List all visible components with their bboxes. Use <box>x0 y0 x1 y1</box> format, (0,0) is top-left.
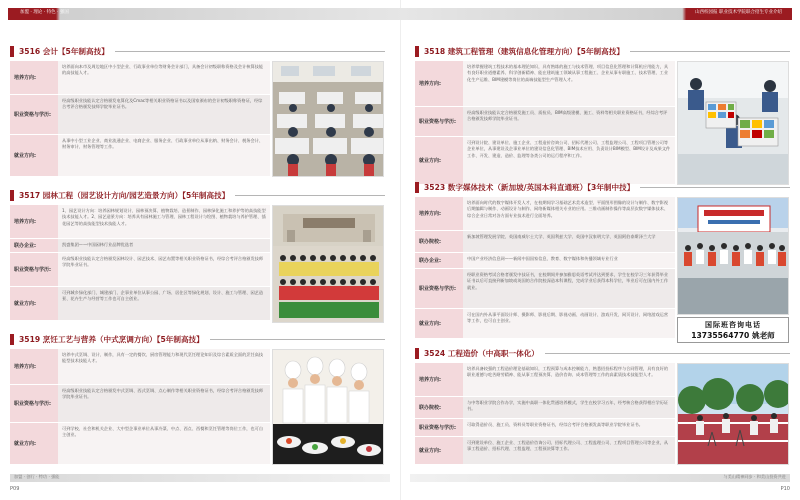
info-table <box>10 205 270 321</box>
section-rule <box>630 51 790 52</box>
section-rule <box>545 353 790 354</box>
section-header <box>10 44 385 59</box>
left-page <box>10 28 385 468</box>
row-value: 可到设计院、建设单位、施工企业、工程造价咨询公司、招标代理公司、工程监理公司、工程项目管理公司等企业单位，从事建设及企事业单位的建设信息化管理、BIM技术应用、负责设计BIM模型、BIM设计及成果文件工作、开发、建造、造价、监理等各类公司的运行程序和工作。 <box>463 137 675 184</box>
section-rule <box>235 195 385 196</box>
row-value: 经高级职业技能认定合格颁发施工员、质检员、BIM高级建模、施工、资料等相关职业资格证书，经综合考评合格颁发技师学院毕业证书。 <box>463 107 675 136</box>
row-value: 可到学校、社会和机关企业、大中型企事业单位从事冷菜、中点、西点、西餐和烹饪管理等岗位工作，也可自主创业。 <box>58 423 270 464</box>
table-row <box>10 61 270 95</box>
table-row <box>10 95 270 135</box>
page-number-left: P09 <box>10 486 20 492</box>
table-row <box>415 437 675 465</box>
section-marker <box>10 190 14 201</box>
chefs-photo <box>272 349 384 465</box>
table-row <box>10 423 270 465</box>
footer-band <box>0 470 800 484</box>
row-key: 职业资格与学历: <box>10 253 58 286</box>
table-row <box>415 197 675 231</box>
table-row <box>415 231 675 253</box>
section-header <box>415 180 790 195</box>
section-title: 3524 工程造价（中高职一体化） <box>424 349 539 358</box>
section-title: 3517 园林工程（园艺设计方向/园艺造景方向）【5年制高技】 <box>19 191 230 200</box>
table-row <box>415 107 675 137</box>
row-value: 1、园艺设计方向：培养园林规划设计、园林预决算、植物栽培、造景制作、园林绿化施工和养护等的高技能型技术技能人才。2、园艺造景方向：培养具有园林施工与管理、园林工程设计与绘图、植物栽培与养护管理、插花园艺等的高技能型技术技能人才。 <box>58 205 270 238</box>
row-value: 培养面向本市及周边地区中小型企业、行政事业单位等财务会计部门，具备会计初级职称资格及会计核算技能的高技能人才。 <box>58 61 270 94</box>
section-3519 <box>10 332 385 467</box>
row-value: 培养面向时代的数字媒体开发人才，在校期间学习基础艺术美术造型、平面图形图像的设计与制作、数字影视后期编辑与制作、动画设计与制作、网络新媒体相关专业的应用。三维动画制作操作等高层次数字媒体技术、综合企业日常对各方面专业技术进行全面培养。 <box>463 197 675 230</box>
table-row <box>415 253 675 269</box>
section-body <box>415 363 790 467</box>
row-value: 培养具备较强的工程造价理论基础知识，工程预算与成本控制能力，熟悉招投标程序与合同管理，具有良好的职业道德与吃苦耐劳精神、能从事工程预决算、造价咨询、成本管理等工作的高素质技术技能型人才。 <box>463 363 675 396</box>
section-title: 3518 建筑工程管理（建筑信息化管理方向）【5年制高技】 <box>424 47 624 56</box>
footer-left <box>10 474 390 482</box>
section-body <box>415 61 790 187</box>
table-row <box>415 309 675 339</box>
table-row <box>415 419 675 437</box>
row-value: 可取得造价员、施工员、资料员等职业资格证书，经综合考评合格颁发高等职业学院毕业证书。 <box>463 419 675 436</box>
info-table <box>10 61 270 177</box>
row-key: 联办企业: <box>10 239 58 252</box>
section-3524 <box>415 346 790 467</box>
section-body <box>10 61 385 179</box>
spine-divider <box>400 0 401 500</box>
row-key: 培养方向: <box>10 205 58 238</box>
section-body <box>415 197 790 347</box>
row-value: 从事中小型工业企业、商业流通企业、电商企业、服务企业、行政事业单位从事出纳、财务会计、税务会计、财务审计、财务管理等工作。 <box>58 135 270 176</box>
section-rule <box>210 339 385 340</box>
section-3523 <box>415 180 790 347</box>
row-value: 培养中式烹调、设计、制作，具有一定的餐饮、厨房管理能力和现代烹饪理论知识及综合素质全面的烹饪高技能型技术技能人才。 <box>58 349 270 384</box>
section-title: 3516 会计【5年制高技】 <box>19 47 109 56</box>
row-value: 经高级职业技能认定合格颁发中式烹调、西式烹调、点心制作等相关职业资格证书，经综合考评合格颁发技师学院毕业证书。 <box>58 385 270 422</box>
info-table <box>415 61 675 185</box>
contact-title: 国际班咨询电话 <box>705 320 761 329</box>
row-key: 培养方向: <box>10 61 58 94</box>
row-value: 经职业资格考试合格者颁发中技证书，在校期间并参加雅思英语考试并达到要求，学生在校学习三年获得毕业证书以后可直接到新加坡或英国的合作院校深造本科课程，完成学业后获得本科学位，毕业后可在国内外工作就业。 <box>463 269 675 308</box>
footer-left-label: 加盟 · 创行 · 特功 · 强能 <box>14 474 60 479</box>
building-model-photo <box>677 61 789 185</box>
page-number-right: P10 <box>780 486 790 492</box>
row-key: 就业方向: <box>415 437 463 464</box>
row-key: 就业方向: <box>10 287 58 320</box>
section-marker <box>415 182 419 193</box>
section-title: 3519 烹饪工艺与营养（中式烹调方向）【5年制高技】 <box>19 335 204 344</box>
table-row <box>415 363 675 397</box>
row-key: 就业方向: <box>10 423 58 464</box>
section-marker <box>10 334 14 345</box>
section-3517 <box>10 188 385 325</box>
table-row <box>415 269 675 309</box>
row-key: 职业资格与学历: <box>10 95 58 134</box>
table-row <box>415 61 675 107</box>
table-row <box>10 239 270 253</box>
classroom-photo <box>272 61 384 177</box>
table-row <box>10 287 270 321</box>
top-banner <box>0 8 800 20</box>
table-row <box>10 135 270 177</box>
section-body <box>10 205 385 325</box>
section-3516 <box>10 44 385 179</box>
row-value: 可到建设单位、施工企业、工程造价咨询公司、招标代理公司、工程监理公司、工程项目管理公司等企业，从事工程造价、招标代理、工程监理、工程预决算等工作。 <box>463 437 675 464</box>
row-value: 经高级职业技能认定合格颁发电算化及Cmac等相关职业资格证书以及国家颁布的会计初级职称资格证，经综合考评合格颁发技师学院毕业证书。 <box>58 95 270 134</box>
section-header <box>10 188 385 203</box>
section-title: 3523 数字媒体技术（新加坡/英国本科直通班）【3年制中技】 <box>424 183 635 192</box>
table-row <box>10 205 270 239</box>
section-body <box>10 349 385 467</box>
row-key: 职业资格与学历: <box>415 107 463 136</box>
table-row <box>415 397 675 419</box>
table-row <box>10 385 270 423</box>
contact-box <box>677 317 789 343</box>
row-value: 新加坡管理发展学院、英国南威尔士大学、英国利兹大学、英国中汉家明大学、英国阿伯泰斯泽兰大学 <box>463 231 675 252</box>
field-survey-photo <box>677 363 789 465</box>
top-banner-right-label: 山西校园报 职业技术学院联合招生专业介绍 <box>695 10 782 15</box>
row-key: 就业方向: <box>415 137 463 184</box>
row-key: 培养方向: <box>415 197 463 230</box>
row-key: 职业资格与学历: <box>415 269 463 308</box>
group-photo <box>272 205 384 323</box>
row-key: 培养方向: <box>415 61 463 106</box>
row-key: 联办院校: <box>415 231 463 252</box>
footer-right-label: 与美山精神同步 · 和美山投资共进 <box>723 474 786 479</box>
row-key: 就业方向: <box>415 309 463 338</box>
row-key: 就业方向: <box>10 135 58 176</box>
section-header <box>10 332 385 347</box>
row-key: 职业资格与学历: <box>415 419 463 436</box>
section-rule <box>640 187 790 188</box>
row-value: 与中等职业学院合作办学，实施中高职一体化贯通培养模式，学生在校学习五年，经考核合格获得相应学历证书。 <box>463 397 675 418</box>
section-marker <box>415 46 419 57</box>
info-table <box>415 363 675 465</box>
section-3518 <box>415 44 790 187</box>
row-key: 联办院校: <box>415 397 463 418</box>
contact-phone: 13735564770 姚老师 <box>691 330 775 340</box>
table-row <box>415 137 675 185</box>
info-table <box>10 349 270 465</box>
row-value: 可在国内外从事平面设计师、摄影师、影视后期、影视动画、动画设计、游戏开发、网页设计、网络游戏运营等工作，也可自主创业。 <box>463 309 675 338</box>
row-value: 中国产业经济信息网——新闻中国国家信息、教育、数字媒体和传播领域专业行业 <box>463 253 675 268</box>
right-page <box>415 28 790 468</box>
section-marker <box>415 348 419 359</box>
row-value: 可到城乡绿化部门、城建部门、企事业单位从事公园、广场、居住区等绿化规划、设计、施工与管理、园艺造景、花卉生产与经营等工作也可自主创业。 <box>58 287 270 320</box>
top-banner-left <box>8 8 408 20</box>
row-value: 经高级职业技能认定合格颁发园林设计、园艺技术、园艺布置等相关职业资格证书，经综合考评合格颁发技师学院毕业证书。 <box>58 253 270 286</box>
footer-right <box>410 474 790 482</box>
section-marker <box>10 46 14 57</box>
row-value: 凯盛集团——中国园林行业品牌优选者 <box>58 239 270 252</box>
info-table <box>415 197 675 339</box>
row-key: 联办企业: <box>415 253 463 268</box>
table-row <box>10 253 270 287</box>
top-banner-left-label: 加盟 · 理论 · 特色 · 强国 <box>20 10 69 15</box>
section-rule <box>115 51 385 52</box>
row-key: 培养方向: <box>10 349 58 384</box>
row-value: 培养掌握建筑工程技术的基本理论知识，具有熟练的施工与技术管理、项目信息化管理和计算机应用能力，具有良好职业道德素养、科学创新精神、能在建筑施工领域从事工程施工、企业从事专职施工、技术管理、工业化生产运维、BIM建模等岗位的高端技能型生产管理人才。 <box>463 61 675 106</box>
row-key: 职业资格与学历: <box>10 385 58 422</box>
top-banner-right <box>400 8 792 20</box>
section-header <box>415 346 790 361</box>
section-header <box>415 44 790 59</box>
table-row <box>10 349 270 385</box>
event-photo <box>677 197 789 315</box>
row-key: 培养方向: <box>415 363 463 396</box>
